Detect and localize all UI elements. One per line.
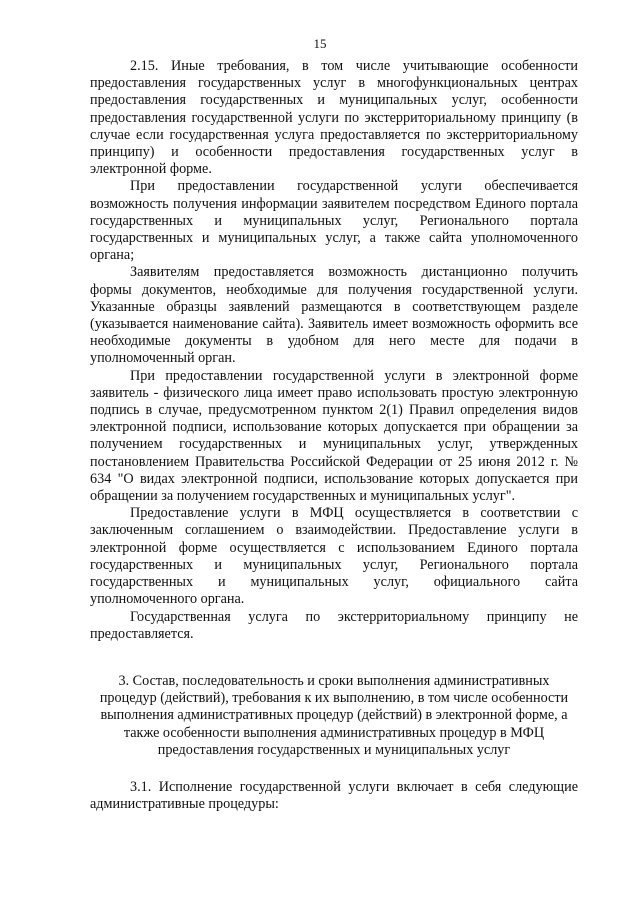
paragraph-extraterritorial: Государственная услуга по экстерриториальному принципу не предоставляется. [90, 608, 578, 642]
paragraph-info-access: При предоставлении государственной услуги обеспечивается возможность получения информации заявителем посредством Единого портала государственных и муниципальных услуг, Регионального портала государственных и муниципальных услуг, а также сайта уполномоченного органа; [90, 178, 578, 264]
paragraph-mfc: Предоставление услуги в МФЦ осуществляется в соответствии с заключенным соглашением о взаимодействии. Предоставление услуги в электронной форме осуществляется с использованием Единого портала государственных и муниципальных услуг, Регионального портала государственных и муниципальных услуг, официального сайта уполномоченного органа. [90, 505, 578, 608]
document-body [90, 58, 578, 813]
section-heading: 3. Состав, последовательность и сроки выполнения административных процедур (действий), требования к их выполнению, в том числе особенности выполнения административных процедур (действий) в электронной форме, а также особенности выполнения административных процедур в МФЦ предоставления государственных и муниципальных услуг [99, 672, 569, 758]
paragraph-electronic-signature: При предоставлении государственной услуги в электронной форме заявитель - физического лица имеет право использовать простую электронную подпись в случае, предусмотренном пунктом 2(1) Правил определения видов электронной подписи, использование которых допускается при обращении за получением государственных и муниципальных услуг, утвержденных постановлением Правительства Российской Федерации от 25 июня 2012 г. № 634 "О видах электронной подписи, использование которых допускается при обращении за получением государственных и муниципальных услуг". [90, 367, 578, 505]
paragraph-2-15: 2.15. Иные требования, в том числе учитывающие особенности предоставления государственных услуг в многофункциональных центрах предоставления государственных и муниципальных услуг, особенности предоставления государственной услуги по экстерриториальному принципу (в случае если государственная услуга предоставляется по экстерриториальному принципу) и особенности предоставления государственных услуг в электронной форме. [90, 58, 578, 178]
page-number: 15 [313, 36, 327, 51]
paragraph-3-1: 3.1. Исполнение государственной услуги включает в себя следующие административные процедуры: [90, 778, 578, 813]
paragraph-remote-forms: Заявителям предоставляется возможность дистанционно получить формы документов, необходимые для получения государственной услуги. Указанные образцы заявлений размещаются в соответствующем разделе (указывается наименование сайта). Заявитель имеет возможность оформить все необходимые документы в удобном для него месте для подачи в уполномоченный орган. [90, 264, 578, 367]
